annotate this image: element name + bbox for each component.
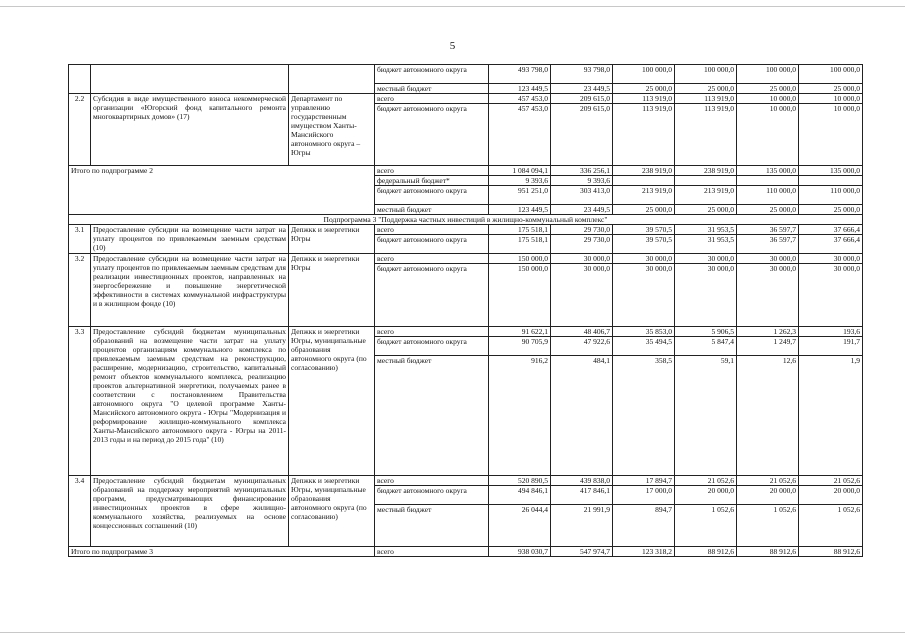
table-row <box>69 94 863 104</box>
value-cell: 36 597,7 <box>737 235 799 254</box>
text-cell: 3.3 <box>69 327 91 476</box>
value-cell: 1,9 <box>799 356 863 476</box>
value-cell <box>613 176 675 186</box>
value-cell: 894,7 <box>613 505 675 547</box>
value-cell: 30 000,0 <box>737 254 799 264</box>
value-cell: 100 000,0 <box>613 65 675 84</box>
text-cell: всего <box>375 254 489 264</box>
value-cell: 9 393,6 <box>489 176 551 186</box>
value-cell: 30 000,0 <box>799 254 863 264</box>
value-cell: 1 084 094,1 <box>489 166 551 176</box>
text-cell <box>69 65 91 94</box>
value-cell: 209 615,0 <box>551 94 613 104</box>
value-cell: 175 518,1 <box>489 235 551 254</box>
value-cell: 191,7 <box>799 337 863 356</box>
value-cell: 10 000,0 <box>799 104 863 166</box>
text-cell <box>289 65 375 94</box>
text-cell: местный бюджет <box>375 356 489 476</box>
text-cell: бюджет автономного округа <box>375 186 489 205</box>
text-cell: бюджет автономного округа <box>375 104 489 166</box>
value-cell: 36 597,7 <box>737 225 799 235</box>
value-cell: 100 000,0 <box>675 65 737 84</box>
value-cell: 21 052,6 <box>675 476 737 486</box>
value-cell: 916,2 <box>489 356 551 476</box>
text-cell: всего <box>375 166 489 176</box>
value-cell: 17 894,7 <box>613 476 675 486</box>
value-cell: 135 000,0 <box>737 166 799 176</box>
text-cell: всего <box>375 94 489 104</box>
value-cell: 39 570,5 <box>613 235 675 254</box>
value-cell: 113 919,0 <box>675 104 737 166</box>
value-cell: 100 000,0 <box>737 65 799 84</box>
text-cell: бюджет автономного округа <box>375 486 489 505</box>
value-cell: 23 449,5 <box>551 205 613 215</box>
value-cell: 238 919,0 <box>675 166 737 176</box>
value-cell: 88 912,6 <box>799 547 863 557</box>
value-cell: 193,6 <box>799 327 863 337</box>
value-cell: 938 030,7 <box>489 547 551 557</box>
text-cell: бюджет автономного округа <box>375 264 489 327</box>
value-cell: 100 000,0 <box>799 65 863 84</box>
value-cell: 93 798,0 <box>551 65 613 84</box>
value-cell: 150 000,0 <box>489 254 551 264</box>
text-cell: Департамент по управлению государственным имуществом Ханты-Мансийского автономного округа – Югры <box>289 94 375 166</box>
value-cell: 213 919,0 <box>613 186 675 205</box>
value-cell: 30 000,0 <box>551 264 613 327</box>
value-cell: 10 000,0 <box>737 104 799 166</box>
value-cell: 91 622,1 <box>489 327 551 337</box>
value-cell: 547 974,7 <box>551 547 613 557</box>
text-cell: Депжкк и энергетики Югры, муниципальные образования автономного округа (по согласованию) <box>289 327 375 476</box>
text-cell: Депжкк и энергетики Югры <box>289 254 375 327</box>
value-cell: 175 518,1 <box>489 225 551 235</box>
value-cell: 47 922,6 <box>551 337 613 356</box>
text-cell <box>91 65 289 94</box>
value-cell: 457 453,0 <box>489 94 551 104</box>
text-cell: Депжкк и энергетики Югры, муниципальные образования автономного округа (по согласованию) <box>289 476 375 547</box>
text-cell: бюджет автономного округа <box>375 337 489 356</box>
value-cell: 37 666,4 <box>799 235 863 254</box>
text-cell: 2.2 <box>69 94 91 166</box>
value-cell: 35 853,0 <box>613 327 675 337</box>
scan-edge-bottom <box>0 632 905 633</box>
value-cell: 439 838,0 <box>551 476 613 486</box>
value-cell: 484,1 <box>551 356 613 476</box>
value-cell: 358,5 <box>613 356 675 476</box>
table-row <box>69 65 863 84</box>
value-cell: 457 453,0 <box>489 104 551 166</box>
budget-table <box>68 64 863 557</box>
value-cell: 10 000,0 <box>799 94 863 104</box>
value-cell: 31 953,5 <box>675 225 737 235</box>
table-row <box>69 166 863 176</box>
table-row <box>69 476 863 486</box>
value-cell: 303 413,0 <box>551 186 613 205</box>
value-cell: 150 000,0 <box>489 264 551 327</box>
text-cell: Субсидия в виде имущественного взноса некоммерческой организации «Югорский фонд капитального ремонта многоквартирных домов» (17) <box>91 94 289 166</box>
value-cell <box>675 176 737 186</box>
value-cell: 25 000,0 <box>613 84 675 94</box>
value-cell: 21 991,9 <box>551 505 613 547</box>
value-cell: 30 000,0 <box>613 254 675 264</box>
value-cell: 238 919,0 <box>613 166 675 176</box>
value-cell: 29 730,0 <box>551 235 613 254</box>
value-cell: 30 000,0 <box>551 254 613 264</box>
value-cell: 59,1 <box>675 356 737 476</box>
value-cell: 30 000,0 <box>799 264 863 327</box>
value-cell <box>799 176 863 186</box>
text-cell: 3.4 <box>69 476 91 547</box>
text-cell: местный бюджет <box>375 84 489 94</box>
value-cell: 113 919,0 <box>675 94 737 104</box>
value-cell: 113 919,0 <box>613 104 675 166</box>
text-cell: Итого по подпрограмме 3 <box>69 547 375 557</box>
value-cell: 123 449,5 <box>489 205 551 215</box>
value-cell: 20 000,0 <box>799 486 863 505</box>
value-cell: 20 000,0 <box>737 486 799 505</box>
value-cell: 30 000,0 <box>737 264 799 327</box>
value-cell: 31 953,5 <box>675 235 737 254</box>
text-cell: Предоставление субсидий бюджетам муниципальных образований на поддержку мероприятий муниципальных программ, предусматривающих финансирование инвестиционных проектов в сфере жилищно-коммунального хозяйства, реализуемых на основе концессионных соглашений (10) <box>91 476 289 547</box>
text-cell: бюджет автономного округа <box>375 235 489 254</box>
text-cell: федеральный бюджет* <box>375 176 489 186</box>
value-cell: 25 000,0 <box>675 84 737 94</box>
text-cell: местный бюджет <box>375 505 489 547</box>
value-cell: 494 846,1 <box>489 486 551 505</box>
value-cell: 209 615,0 <box>551 104 613 166</box>
table-row <box>69 327 863 337</box>
subprogram-header <box>69 215 863 225</box>
scan-edge-top <box>0 6 905 7</box>
value-cell: 1 052,6 <box>675 505 737 547</box>
value-cell <box>737 176 799 186</box>
value-cell: 37 666,4 <box>799 225 863 235</box>
value-cell: 21 052,6 <box>737 476 799 486</box>
text-cell: бюджет автономного округа <box>375 65 489 84</box>
value-cell: 123 318,2 <box>613 547 675 557</box>
value-cell: 30 000,0 <box>675 254 737 264</box>
text-cell: Подпрограмма 3 "Поддержка частных инвестиций в жилищно-коммунальный комплекс" <box>69 215 863 225</box>
text-cell: всего <box>375 327 489 337</box>
value-cell: 25 000,0 <box>799 205 863 215</box>
value-cell: 493 798,0 <box>489 65 551 84</box>
value-cell: 25 000,0 <box>675 205 737 215</box>
text-cell: Предоставление субсидии на возмещение части затрат на уплату процентов по привлекаемым заемным средствам (10) <box>91 225 289 254</box>
value-cell: 1 262,3 <box>737 327 799 337</box>
value-cell: 90 705,9 <box>489 337 551 356</box>
value-cell: 135 000,0 <box>799 166 863 176</box>
value-cell: 26 044,4 <box>489 505 551 547</box>
text-cell: Предоставление субсидии на возмещение части затрат на уплату процентов по привлекаемым заемным средствам для реализации инвестиционных проектов, направленных на энергосбережение и повышение энергетической эффективности в системах коммунальной инфраструктуры и в жилищном фонде (10) <box>91 254 289 327</box>
value-cell: 1 249,7 <box>737 337 799 356</box>
text-cell: всего <box>375 547 489 557</box>
value-cell: 520 890,5 <box>489 476 551 486</box>
text-cell: 3.2 <box>69 254 91 327</box>
value-cell: 25 000,0 <box>737 84 799 94</box>
value-cell: 336 256,1 <box>551 166 613 176</box>
value-cell: 417 846,1 <box>551 486 613 505</box>
value-cell: 25 000,0 <box>613 205 675 215</box>
value-cell: 21 052,6 <box>799 476 863 486</box>
table-row <box>69 225 863 235</box>
text-cell: 3.1 <box>69 225 91 254</box>
value-cell: 110 000,0 <box>799 186 863 205</box>
text-cell: Депжкк и энергетики Югры <box>289 225 375 254</box>
value-cell: 5 847,4 <box>675 337 737 356</box>
text-cell: всего <box>375 225 489 235</box>
table-row <box>69 547 863 557</box>
text-cell: всего <box>375 476 489 486</box>
value-cell: 30 000,0 <box>613 264 675 327</box>
value-cell: 110 000,0 <box>737 186 799 205</box>
value-cell: 25 000,0 <box>799 84 863 94</box>
value-cell: 20 000,0 <box>675 486 737 505</box>
value-cell: 48 406,7 <box>551 327 613 337</box>
value-cell: 25 000,0 <box>737 205 799 215</box>
value-cell: 113 919,0 <box>613 94 675 104</box>
text-cell: местный бюджет <box>375 205 489 215</box>
table-row <box>69 254 863 264</box>
value-cell: 213 919,0 <box>675 186 737 205</box>
value-cell: 10 000,0 <box>737 94 799 104</box>
value-cell: 88 912,6 <box>675 547 737 557</box>
value-cell: 30 000,0 <box>675 264 737 327</box>
value-cell: 17 000,0 <box>613 486 675 505</box>
text-cell: Итого по подпрограмме 2 <box>69 166 375 215</box>
value-cell: 29 730,0 <box>551 225 613 235</box>
text-cell: Предоставление субсидий бюджетам муниципальных образований на возмещение части затрат на уплату процентов организациям коммунального комплекса по привлекаемым заемным средствам на реконструкцию, расширение, модернизацию, строительство, капитальный ремонт объектов коммунального комплекса, реализацию проектов альтернативной энергетики, получаемых ранее в соответствии с постановлением Правительства автономного округа "О целевой программе Ханты-Мансийского автономного округа - Югры "Модернизация и реформирование жилищно-коммунального комплекса Ханты-Мансийского автономного округа - Югры на 2011-2013 годы и на период до 2015 года" (10) <box>91 327 289 476</box>
value-cell: 88 912,6 <box>737 547 799 557</box>
value-cell: 1 052,6 <box>737 505 799 547</box>
value-cell: 12,6 <box>737 356 799 476</box>
value-cell: 23 449,5 <box>551 84 613 94</box>
value-cell: 9 393,6 <box>551 176 613 186</box>
value-cell: 5 906,5 <box>675 327 737 337</box>
value-cell: 123 449,5 <box>489 84 551 94</box>
page-number: 5 <box>449 40 456 52</box>
value-cell: 35 494,5 <box>613 337 675 356</box>
value-cell: 951 251,0 <box>489 186 551 205</box>
value-cell: 1 052,6 <box>799 505 863 547</box>
value-cell: 39 570,5 <box>613 225 675 235</box>
